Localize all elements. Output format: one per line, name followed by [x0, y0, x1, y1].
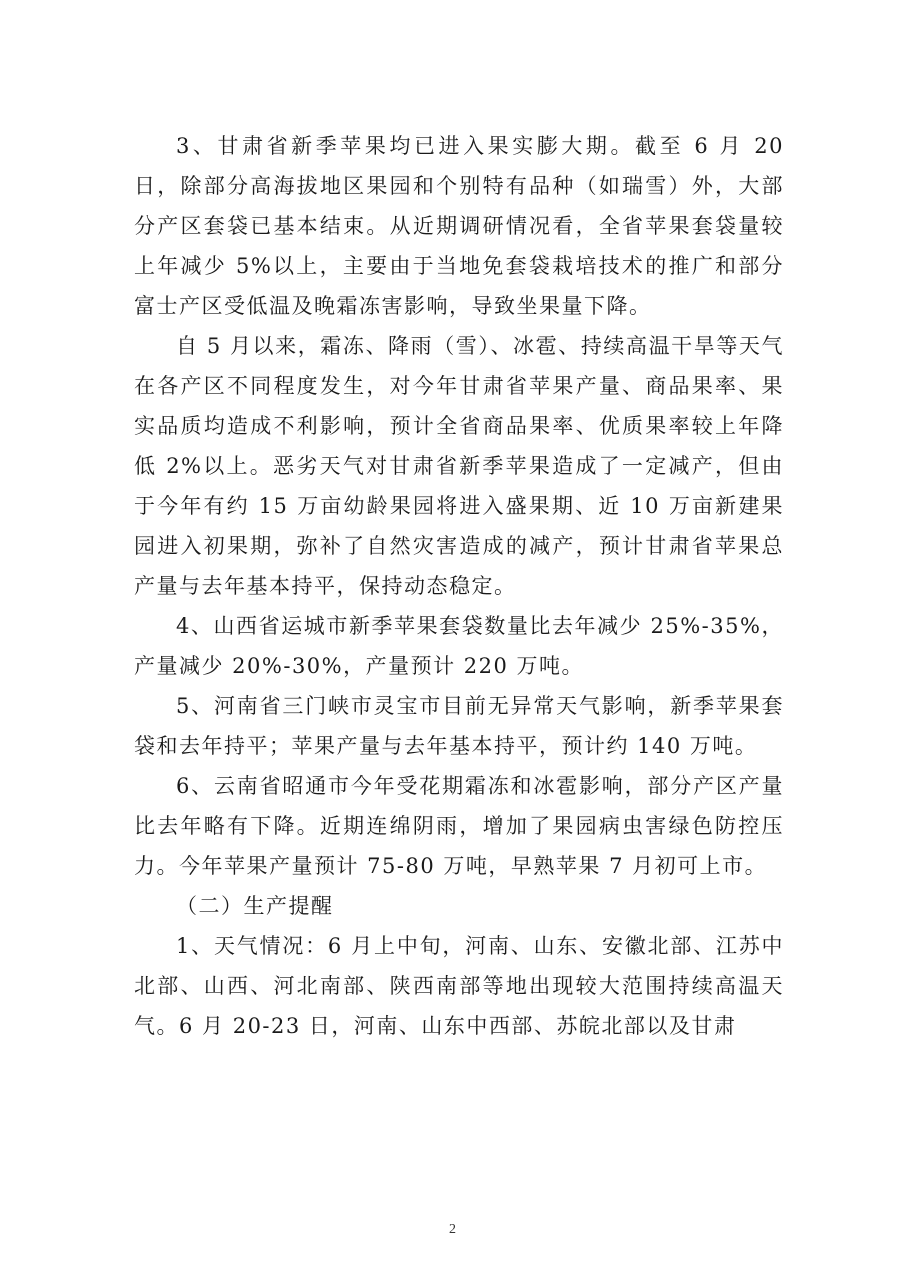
paragraph-shanxi: 4、山西省运城市新季苹果套袋数量比去年减少 25%-35%，产量减少 20%-30%，产量预计 220 万吨。: [134, 614, 784, 678]
paragraph-henan: 5、河南省三门峡市灵宝市目前无异常天气影响，新季苹果套袋和去年持平；苹果产量与去年基本持平，预计约 140 万吨。: [134, 694, 784, 758]
paragraph-weather-conditions: 1、天气情况：6 月上中旬，河南、山东、安徽北部、江苏中北部、山西、河北南部、陕西南部等地出现较大范围持续高温天气。6 月 20-23 日，河南、山东中西部、苏皖北部以及甘肃: [134, 934, 784, 1038]
document-body: [134, 126, 784, 1046]
paragraph-gansu-weather: 自 5 月以来，霜冻、降雨（雪）、冰雹、持续高温干旱等天气在各产区不同程度发生，对今年甘肃省苹果产量、商品果率、果实品质均造成不利影响，预计全省商品果率、优质果率较上年降低 2%以上。恶劣天气对甘肃省新季苹果造成了一定减产，但由于今年有约 15 万亩幼龄果园将进入盛果期、近 10 万亩新建果园进入初果期，弥补了自然灾害造成的减产，预计甘肃省苹果总产量与去年基本持平，保持动态稳定。: [134, 334, 784, 598]
section-heading: （二）生产提醒: [176, 894, 334, 918]
page-number: 2: [449, 1222, 456, 1237]
paragraph-gansu-bagging: 3、甘肃省新季苹果均已进入果实膨大期。截至 6 月 20 日，除部分高海拔地区果园和个别特有品种（如瑞雪）外，大部分产区套袋已基本结束。从近期调研情况看，全省苹果套袋量较上年减少 5%以上，主要由于当地免套袋栽培技术的推广和部分富士产区受低温及晚霜冻害影响，导致坐果量下降。: [134, 134, 784, 318]
paragraph-yunnan: 6、云南省昭通市今年受花期霜冻和冰雹影响，部分产区产量比去年略有下降。近期连绵阴雨，增加了果园病虫害绿色防控压力。今年苹果产量预计 75-80 万吨，早熟苹果 7 月初可上市。: [134, 774, 784, 878]
